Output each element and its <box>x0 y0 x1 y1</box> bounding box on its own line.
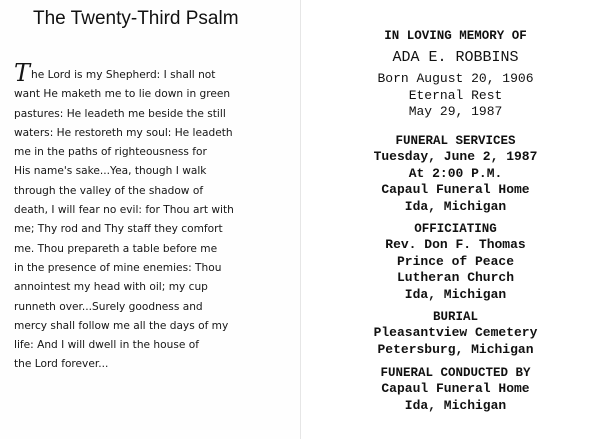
officiating-section <box>301 221 610 303</box>
psalm-line: mercy shall follow me all the days of my <box>14 319 229 332</box>
psalm-line: death, I will fear no evil: for Thou art with <box>14 204 234 217</box>
memory-heading: IN LOVING MEMORY OF <box>384 29 527 43</box>
psalm-line: annointest my head with oil; my cup <box>14 281 208 294</box>
services-time: At 2:00 P.M. <box>408 165 503 181</box>
birth-date: Born August 20, 1906 <box>377 71 534 86</box>
cemetery-city: Petersburg, Michigan <box>377 341 534 357</box>
psalm-line: me. Thou prepareth a table before me <box>14 242 218 255</box>
psalm-line: pastures: He leadeth me beside the still <box>14 107 226 120</box>
church-name-line2: Lutheran Church <box>396 270 515 285</box>
officiant-name: Rev. Don F. Thomas <box>385 237 526 252</box>
psalm-line: life: And I will dwell in the house of <box>14 339 199 352</box>
psalm-dropcap: T <box>14 59 31 87</box>
psalm-line: me in the paths of righteousness for <box>14 146 207 159</box>
obituary-page <box>301 0 610 439</box>
psalm-line: His name's sake...Yea, though I walk <box>14 165 207 178</box>
burial-section <box>301 309 610 358</box>
officiating-heading: OFFICIATING <box>414 222 497 236</box>
psalm-line: the Lord forever... <box>14 358 109 371</box>
psalm-line: me; Thy rod and Thy staff they comfort <box>14 223 223 236</box>
psalm-line: through the valley of the shadow of <box>14 184 204 197</box>
services-date: Tuesday, June 2, 1987 <box>373 149 538 164</box>
psalm-line: in the presence of mine enemies: Thou <box>14 261 222 274</box>
psalm-line: runneth over...Surely goodness and <box>14 300 203 313</box>
conducted-section <box>301 365 610 414</box>
funeral-home-city: Ida, Michigan <box>404 397 507 413</box>
funeral-home-name: Capaul Funeral Home <box>381 381 530 396</box>
burial-heading: BURIAL <box>432 310 478 324</box>
church-name-line1: Prince of Peace <box>396 253 515 269</box>
psalm-title: The Twenty-Third Psalm <box>33 8 239 29</box>
conducted-heading: FUNERAL CONDUCTED BY <box>380 366 531 380</box>
psalm-line: waters: He restoreth my soul: He leadeth <box>14 126 233 139</box>
psalm-line-text: he Lord is my Shepherd: I shall not <box>31 69 216 81</box>
services-heading: FUNERAL SERVICES <box>395 134 516 148</box>
services-city: Ida, Michigan <box>404 198 507 214</box>
deceased-name: ADA E. ROBBINS <box>392 49 519 66</box>
cemetery-name: Pleasantview Cemetery <box>373 325 538 340</box>
memory-section <box>301 28 610 121</box>
death-date: May 29, 1987 <box>408 104 503 119</box>
eternal-rest-label: Eternal Rest <box>408 87 503 103</box>
services-place: Capaul Funeral Home <box>381 182 530 197</box>
church-city: Ida, Michigan <box>404 286 507 302</box>
services-section <box>301 133 610 215</box>
psalm-line <box>14 59 296 87</box>
psalm-text <box>14 59 296 375</box>
psalm-page <box>0 0 301 439</box>
psalm-line: want He maketh me to lie down in green <box>14 88 231 101</box>
